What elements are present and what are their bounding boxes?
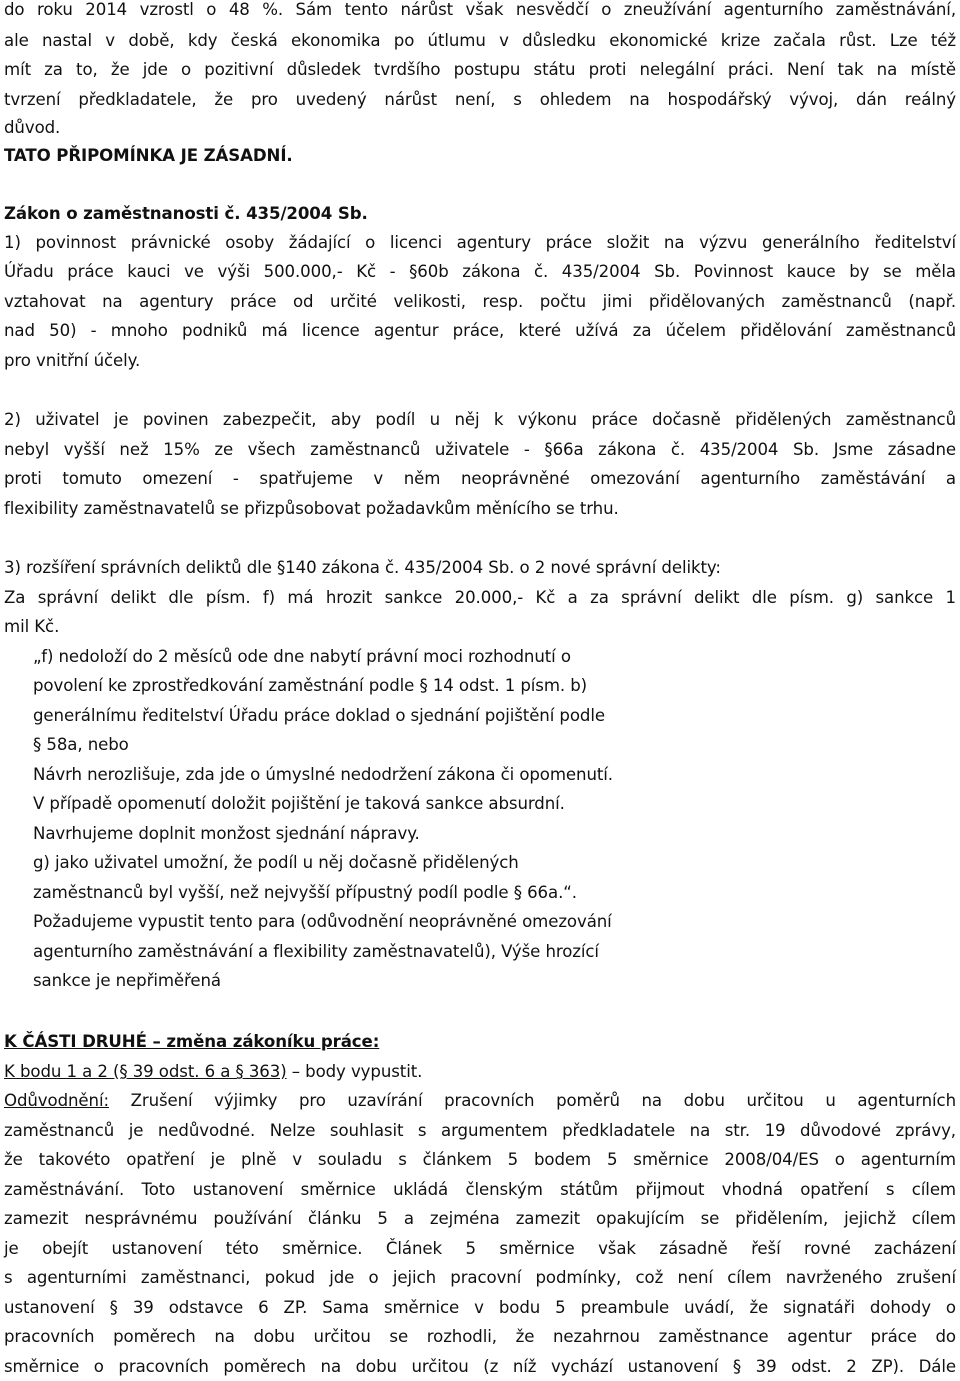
part2-item — [4, 1062, 956, 1082]
law-p2-line-4: flexibility zaměstnavatelů se přizpůsobovat požadavkům měnícího se trhu. — [4, 499, 619, 518]
quote-line-5: Návrh nerozlišuje, zda jde o úmyslné nedodržení zákona či opomenutí. — [33, 765, 613, 784]
quote-line-7: Navrhujeme doplnit monžost sjednání nápravy. — [33, 824, 420, 843]
reason-line-4: zaměstnávání. Toto ustanovení směrnice ukládá členským státům přijmout vhodná opatření s cílem — [4, 1180, 956, 1199]
quote-line-9: zaměstnanců byl vyšší, než nejvyšší přípustný podíl podle § 66a.“. — [33, 883, 577, 902]
intro-line-5: důvod. — [4, 118, 61, 137]
reason-line-7: s agenturními zaměstnanci, pokud jde o jejich pracovní podmínky, což není cílem navrženého zrušení — [4, 1268, 956, 1287]
law-p3-line-1: 3) rozšíření správních deliktů dle §140 zákona č. 435/2004 Sb. o 2 nové správní delikty: — [4, 558, 721, 577]
reason-line-5: zamezit nesprávnému používání článku 5 a zejména zamezit opakujícím se přidělením, jejichž cílem — [4, 1209, 956, 1228]
quote-line-10: Požadujeme vypustit tento para (odůvodnění neoprávněné omezování — [33, 912, 612, 931]
part2-item-rest: – body vypustit. — [286, 1062, 423, 1081]
law-p1-line-3: vztahovat na agentury práce od určité velikosti, resp. počtu jimi přidělovaných zaměstnanců (např. — [4, 292, 956, 311]
reason-line-2: zaměstnanců je nedůvodné. Nelze souhlasit s argumentem předkladatele na str. 19 důvodové zprávy, — [4, 1121, 956, 1140]
part2-item-label: K bodu 1 a 2 (§ 39 odst. 6 a § 363) — [4, 1062, 287, 1081]
reason-line-8: ustanovení § 39 odstavce 6 ZP. Sama směrnice v bodu 5 preambule uvádí, že signatáři dohody o — [4, 1298, 956, 1317]
intro-line-1: do roku 2014 vzrostl o 48 %. Sám tento nárůst však nesvědčí o zneužívání agenturního zaměstnávání, — [4, 0, 956, 19]
quote-line-8: g) jako uživatel umožní, že podíl u něj dočasně přidělených — [33, 853, 519, 872]
law-p1-line-2: Úřadu práce kauci ve výši 500.000,- Kč - §60b zákona č. 435/2004 Sb. Povinnost kauce by se měla — [4, 262, 956, 281]
law-p2-line-2: nebyl vyšší než 15% ze všech zaměstnanců uživatele - §66a zákona č. 435/2004 Sb. Jsme zásadne — [4, 440, 956, 459]
law-p1-line-5: pro vnitřní účely. — [4, 351, 141, 370]
intro-line-3: mít za to, že jde o pozitivní důsledek tvrdšího postupu státu proti nelegální práci. Není tak na místě — [4, 60, 956, 79]
quote-line-3: generálnímu ředitelství Úřadu práce doklad o sjednání pojištění podle — [33, 706, 605, 725]
reason-label: Odůvodnění: — [4, 1091, 109, 1110]
quote-line-11: agenturního zaměstnávání a flexibility zaměstnavatelů), Výše hrozící — [33, 942, 599, 961]
quote-line-4: § 58a, nebo — [33, 735, 129, 754]
intro-line-4: tvrzení předkladatele, že pro uvedený nárůst není, s ohledem na hospodářský vývoj, dán reálný — [4, 90, 956, 109]
quote-line-6: V případě opomenutí doložit pojištění je taková sankce absurdní. — [33, 794, 565, 813]
quote-line-12: sankce je nepřiměřená — [33, 971, 221, 990]
quote-line-2: povolení ke zprostředkování zaměstnání podle § 14 odst. 1 písm. b) — [33, 676, 588, 695]
law-heading: Zákon o zaměstnanosti č. 435/2004 Sb. — [4, 204, 368, 223]
law-p3-line-3: mil Kč. — [4, 617, 60, 636]
intro-line-2: ale nastal v době, kdy česká ekonomika po útlumu v důsledku ekonomické krize začala růst. Lze též — [4, 31, 956, 50]
reason-line-1 — [4, 1091, 956, 1111]
law-p1-line-1: 1) povinnost právnické osoby žádající o licenci agentury práce složit na výzvu generálního ředitelství — [4, 233, 956, 252]
reason-line-1-text: Zrušení výjimky pro uzavírání pracovních poměrů na dobu určitou u agenturních — [108, 1091, 956, 1110]
law-p2-line-1: 2) uživatel je povinen zabezpečit, aby podíl u něj k výkonu práce dočasně přidělených zaměstnanců — [4, 410, 956, 429]
reason-line-3: že takovéto opatření je plně v souladu s článkem 5 bodem 5 směrnice 2008/04/ES o agenturním — [4, 1150, 956, 1169]
fundamental-remark: TATO PŘIPOMÍNKA JE ZÁSADNÍ. — [4, 146, 293, 165]
part2-heading: K ČÁSTI DRUHÉ – změna zákoníku práce: — [4, 1032, 380, 1051]
law-p2-line-3: proti tomuto omezení - spatřujeme v něm neoprávněné omezování agenturního zaměstávání a — [4, 469, 956, 488]
quote-line-1: „f) nedoloží do 2 měsíců ode dne nabytí právní moci rozhodnutí o — [33, 647, 571, 666]
law-p1-line-4: nad 50) - mnoho podniků má licence agentur práce, které užívá za účelem přidělování zaměstnanců — [4, 321, 956, 340]
reason-line-9: pracovních poměrech na dobu určitou se rozhodli, že nezahrnou zaměstnance agentur práce do — [4, 1327, 956, 1346]
reason-line-10: směrnice o pracovních poměrech na dobu určitou (z níž vychází ustanovení § 39 odst. 2 ZP). Dále — [4, 1357, 956, 1376]
law-p3-line-2: Za správní delikt dle písm. f) má hrozit sankce 20.000,- Kč a za správní delikt dle písm. g) sankce 1 — [4, 588, 956, 607]
reason-line-6: je obejít ustanovení této směrnice. Článek 5 směrnice však zásadně řeší rovné zacházení — [4, 1239, 956, 1258]
